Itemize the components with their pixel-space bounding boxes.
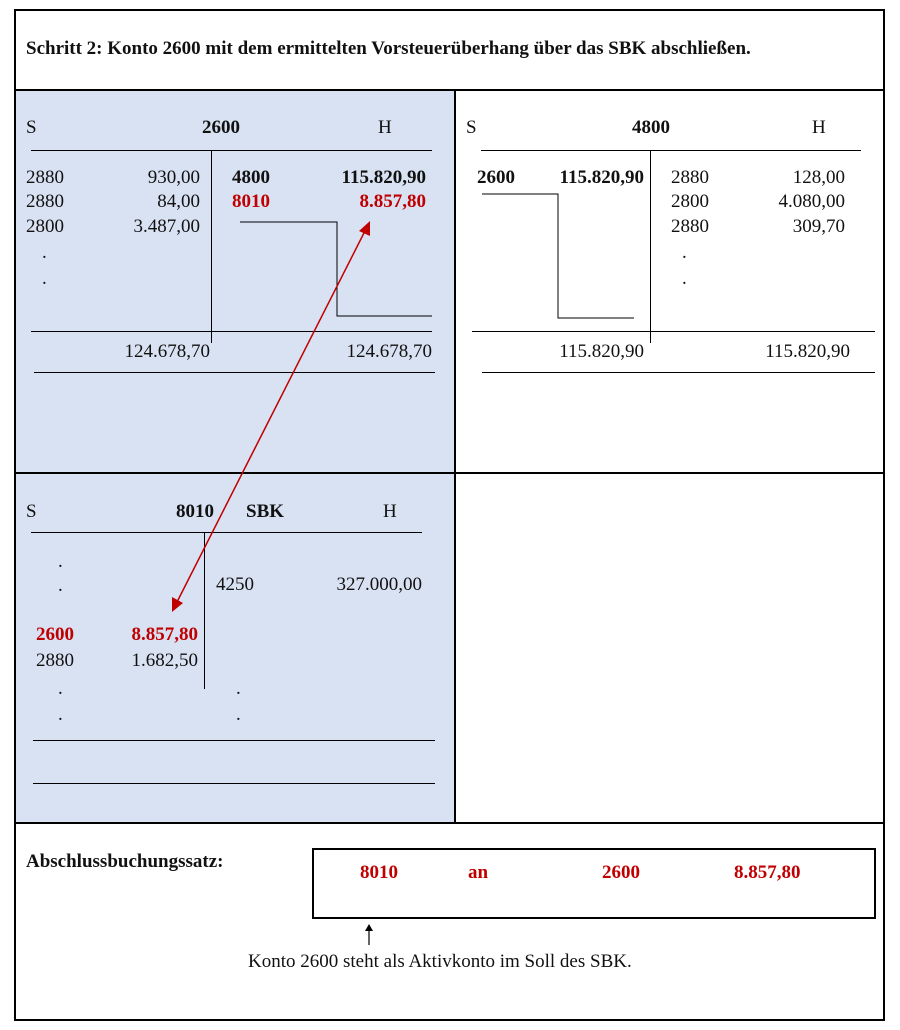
booking-an: an bbox=[468, 862, 489, 883]
acc4800-haben-amount: 4.080,00 bbox=[778, 191, 845, 212]
acc2600-soll-amount: 930,00 bbox=[147, 167, 200, 188]
booking-amount: 8.857,80 bbox=[734, 862, 801, 883]
acc2600-sum-soll: 124.678,70 bbox=[124, 341, 210, 362]
acc4800-haben-dot: . bbox=[682, 242, 687, 263]
acc8010-haben-acct: 4250 bbox=[216, 574, 254, 595]
acc4800-haben-acct: 2800 bbox=[671, 191, 709, 212]
acc8010-title-sbk: SBK bbox=[246, 501, 285, 522]
booking-credit: 2600 bbox=[602, 862, 640, 883]
acc8010-title: 8010 bbox=[176, 501, 214, 522]
note-arrow-up-icon bbox=[362, 924, 376, 946]
acc2600-title: 2600 bbox=[202, 117, 240, 138]
booking-label: Abschlussbuchungssatz: bbox=[26, 851, 224, 872]
acc2600-soll-dot: . bbox=[42, 242, 47, 263]
acc8010-soll-acct-2600: 2600 bbox=[36, 624, 74, 645]
acc2600-s-label: S bbox=[26, 117, 37, 138]
acc2600-sum-haben: 124.678,70 bbox=[346, 341, 432, 362]
booking-note: Konto 2600 steht als Aktivkonto im Soll des SBK. bbox=[248, 951, 632, 972]
acc4800-sum-soll: 115.820,90 bbox=[559, 341, 644, 362]
page-title: Schritt 2: Konto 2600 mit dem ermittelten Vorsteuerüberhang über das SBK abschließen. bbox=[26, 38, 751, 59]
acc4800-sum-haben: 115.820,90 bbox=[765, 341, 850, 362]
acc4800-haben-amount: 309,70 bbox=[792, 216, 845, 237]
acc2600-soll-acct: 2880 bbox=[26, 191, 64, 212]
acc2600-h-label: H bbox=[378, 117, 392, 138]
acc8010-s-label: S bbox=[26, 501, 37, 522]
acc4800-haben-acct: 2880 bbox=[671, 167, 709, 188]
acc4800-title: 4800 bbox=[632, 117, 670, 138]
acc2600-soll-acct: 2880 bbox=[26, 167, 64, 188]
acc4800-haben-dot: . bbox=[682, 268, 687, 289]
acc8010-soll-dot: . bbox=[58, 678, 63, 699]
acc2600-soll-acct: 2800 bbox=[26, 216, 64, 237]
acc8010-h-label: H bbox=[383, 501, 397, 522]
acc8010-soll-amount: 1.682,50 bbox=[131, 650, 198, 671]
acc2600-soll-amount: 3.487,00 bbox=[133, 216, 200, 237]
acc8010-soll-dot: . bbox=[58, 704, 63, 725]
acc2600-soll-dot: . bbox=[42, 268, 47, 289]
acc4800-haben-amount: 128,00 bbox=[792, 167, 845, 188]
acc4800-haben-acct: 2880 bbox=[671, 216, 709, 237]
acc8010-soll-acct: 2880 bbox=[36, 650, 74, 671]
acc2600-haben-amount-8010: 8.857,80 bbox=[359, 191, 426, 212]
acc4800-soll-acct: 2600 bbox=[477, 167, 515, 188]
booking-debit: 8010 bbox=[360, 862, 398, 883]
acc8010-haben-dot: . bbox=[236, 704, 241, 725]
acc2600-haben-acct-8010: 8010 bbox=[232, 191, 270, 212]
acc2600-soll-amount: 84,00 bbox=[157, 191, 200, 212]
arrow-head-up bbox=[359, 221, 370, 236]
acc2600-haben-amount: 115.820,90 bbox=[341, 167, 426, 188]
acc2600-haben-acct: 4800 bbox=[232, 167, 270, 188]
acc4800-s-label: S bbox=[466, 117, 477, 138]
acc4800-h-label: H bbox=[812, 117, 826, 138]
arrow-head-down bbox=[172, 597, 183, 612]
acc4800-soll-amount: 115.820,90 bbox=[559, 167, 644, 188]
acc8010-soll-amount-2600: 8.857,80 bbox=[131, 624, 198, 645]
acc8010-soll-dot: . bbox=[58, 551, 63, 572]
acc8010-haben-dot: . bbox=[236, 678, 241, 699]
acc8010-haben-amount: 327.000,00 bbox=[336, 574, 422, 595]
acc8010-soll-dot: . bbox=[58, 575, 63, 596]
